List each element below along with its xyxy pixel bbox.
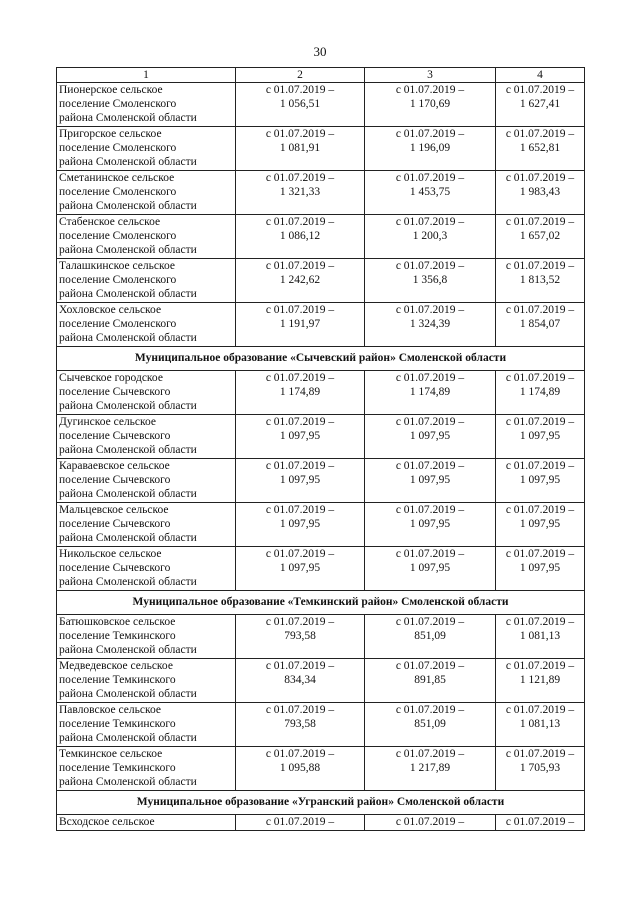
tariff-value: 1 217,89 (409, 762, 451, 774)
settlement-name-line: поселение Темкинского (59, 718, 176, 730)
column-number-4: 4 (496, 68, 585, 83)
settlement-name-line: Пионерское сельское (59, 84, 163, 96)
tariff-cell-col3 (365, 459, 496, 503)
tariff-cell-col4 (496, 127, 585, 171)
tariff-value: 1 081,91 (279, 142, 321, 154)
table-row (57, 747, 585, 791)
table-row (57, 615, 585, 659)
effective-date-text: с 01.07.2019 – (395, 548, 465, 560)
table-row (57, 815, 585, 831)
tariff-cell-col3 (365, 215, 496, 259)
tariff-cell-col2 (236, 127, 365, 171)
settlement-name-line: Сметанинское сельское (59, 172, 175, 184)
tariff-value: 1 056,51 (279, 98, 321, 110)
tariff-value: 1 121,89 (519, 674, 561, 686)
tariff-value: 1 081,13 (519, 718, 561, 730)
tariff-cell-col2 (236, 371, 365, 415)
column-number-3: 3 (365, 68, 496, 83)
tariff-value: 834,34 (284, 674, 316, 686)
settlement-name-cell (57, 215, 236, 259)
effective-date-text: с 01.07.2019 – (265, 304, 335, 316)
effective-date-text: с 01.07.2019 – (265, 748, 335, 760)
settlement-name-line: поселение Сычевского (59, 474, 171, 486)
tariff-value: 851,09 (414, 718, 446, 730)
tariff-value: 891,85 (414, 674, 446, 686)
settlement-name-line: района Смоленской области (59, 732, 197, 744)
effective-date-text: с 01.07.2019 – (395, 84, 465, 96)
settlement-name-cell (57, 259, 236, 303)
settlement-name-line: Стабенское сельское (59, 216, 161, 228)
tariff-cell-col4 (496, 171, 585, 215)
table-row (57, 703, 585, 747)
tariff-value: 1 095,88 (279, 762, 321, 774)
settlement-name-cell (57, 459, 236, 503)
tariff-cell-col2 (236, 215, 365, 259)
tariff-value: 1 652,81 (519, 142, 561, 154)
effective-date-text: с 01.07.2019 – (395, 704, 465, 716)
effective-date-text: с 01.07.2019 – (395, 504, 465, 516)
tariff-value: 1 242,62 (279, 274, 321, 286)
tariff-cell-col3 (365, 815, 496, 831)
tariff-value: 1 854,07 (519, 318, 561, 330)
tariff-cell-col4 (496, 83, 585, 127)
settlement-name-line: района Смоленской области (59, 200, 197, 212)
effective-date-text: с 01.07.2019 – (265, 416, 335, 428)
tariff-value: 1 097,95 (279, 474, 321, 486)
tariff-cell-col2 (236, 83, 365, 127)
effective-date-text: с 01.07.2019 – (395, 748, 465, 760)
section-title: Муниципальное образование «Темкинский район» Смоленской области (57, 591, 585, 615)
tariff-table (56, 67, 585, 831)
tariff-value: 1 081,13 (519, 630, 561, 642)
settlement-name-cell (57, 547, 236, 591)
table-row (57, 659, 585, 703)
settlement-name-line: поселение Смоленского (59, 318, 177, 330)
tariff-cell-col4 (496, 303, 585, 347)
settlement-name-cell (57, 615, 236, 659)
tariff-value: 851,09 (414, 630, 446, 642)
table-row (57, 215, 585, 259)
effective-date-text: с 01.07.2019 – (395, 372, 465, 384)
tariff-value: 1 097,95 (409, 562, 451, 574)
tariff-cell-col2 (236, 171, 365, 215)
tariff-value: 1 097,95 (409, 430, 451, 442)
tariff-value: 1 321,33 (279, 186, 321, 198)
settlement-name-line: района Смоленской области (59, 532, 197, 544)
effective-date-text: с 01.07.2019 – (265, 172, 335, 184)
settlement-name-line: района Смоленской области (59, 288, 197, 300)
tariff-cell-col4 (496, 415, 585, 459)
settlement-name-cell (57, 503, 236, 547)
effective-date-text: с 01.07.2019 – (265, 704, 335, 716)
effective-date-text: с 01.07.2019 – (505, 260, 575, 272)
tariff-cell-col3 (365, 127, 496, 171)
tariff-value: 1 097,95 (409, 518, 451, 530)
settlement-name-line: поселение Темкинского (59, 630, 176, 642)
tariff-cell-col3 (365, 615, 496, 659)
table-row (57, 371, 585, 415)
tariff-cell-col4 (496, 815, 585, 831)
table-row (57, 127, 585, 171)
settlement-name-line: района Смоленской области (59, 444, 197, 456)
settlement-name-line: Хохловское сельское (59, 304, 162, 316)
effective-date-text: с 01.07.2019 – (395, 816, 465, 828)
tariff-value: 1 097,95 (279, 518, 321, 530)
page-number: 30 (313, 44, 327, 59)
table-row (57, 547, 585, 591)
settlement-name-line: Медведевское сельское (59, 660, 173, 672)
settlement-name-line: поселение Темкинского (59, 762, 176, 774)
tariff-cell-col2 (236, 659, 365, 703)
table-row (57, 415, 585, 459)
settlement-name-line: Никольское сельское (59, 548, 162, 560)
settlement-name-line: района Смоленской области (59, 644, 197, 656)
settlement-name-line: поселение Темкинского (59, 674, 176, 686)
effective-date-text: с 01.07.2019 – (265, 372, 335, 384)
tariff-cell-col4 (496, 459, 585, 503)
effective-date-text: с 01.07.2019 – (395, 304, 465, 316)
tariff-value: 1 657,02 (519, 230, 561, 242)
effective-date-text: с 01.07.2019 – (505, 128, 575, 140)
settlement-name-cell (57, 371, 236, 415)
tariff-cell-col2 (236, 459, 365, 503)
tariff-value: 1 086,12 (279, 230, 321, 242)
tariff-value: 1 813,52 (519, 274, 561, 286)
effective-date-text: с 01.07.2019 – (265, 216, 335, 228)
tariff-cell-col4 (496, 215, 585, 259)
settlement-name-cell (57, 83, 236, 127)
tariff-table-body (57, 68, 585, 831)
effective-date-text: с 01.07.2019 – (395, 616, 465, 628)
effective-date-text: с 01.07.2019 – (505, 816, 575, 828)
settlement-name-line: Талашкинское сельское (59, 260, 175, 272)
settlement-name-cell (57, 127, 236, 171)
table-row (57, 259, 585, 303)
tariff-value: 1 174,89 (519, 386, 561, 398)
table-row (57, 303, 585, 347)
section-header-row (57, 791, 585, 815)
tariff-value: 793,58 (284, 630, 316, 642)
tariff-value: 1 983,43 (519, 186, 561, 198)
tariff-cell-col3 (365, 259, 496, 303)
tariff-value: 1 097,95 (279, 562, 321, 574)
effective-date-text: с 01.07.2019 – (395, 660, 465, 672)
effective-date-text: с 01.07.2019 – (505, 372, 575, 384)
tariff-cell-col2 (236, 747, 365, 791)
settlement-name-line: поселение Смоленского (59, 274, 177, 286)
tariff-cell-col3 (365, 659, 496, 703)
settlement-name-cell (57, 659, 236, 703)
effective-date-text: с 01.07.2019 – (505, 748, 575, 760)
tariff-cell-col2 (236, 503, 365, 547)
tariff-value: 1 356,8 (412, 274, 448, 286)
effective-date-text: с 01.07.2019 – (505, 216, 575, 228)
settlement-name-cell (57, 703, 236, 747)
settlement-name-line: поселение Сычевского (59, 562, 171, 574)
tariff-value: 793,58 (284, 718, 316, 730)
settlement-name-cell (57, 747, 236, 791)
settlement-name-line: района Смоленской области (59, 688, 197, 700)
tariff-cell-col3 (365, 171, 496, 215)
tariff-value: 1 200,3 (412, 230, 448, 242)
settlement-name-line: Мальцевское сельское (59, 504, 169, 516)
settlement-name-line: Павловское сельское (59, 704, 161, 716)
tariff-cell-col4 (496, 503, 585, 547)
tariff-cell-col2 (236, 547, 365, 591)
settlement-name-line: Пригорское сельское (59, 128, 162, 140)
effective-date-text: с 01.07.2019 – (505, 704, 575, 716)
tariff-cell-col3 (365, 371, 496, 415)
tariff-cell-col3 (365, 503, 496, 547)
tariff-value: 1 097,95 (519, 430, 561, 442)
effective-date-text: с 01.07.2019 – (395, 172, 465, 184)
column-number-row (57, 68, 585, 83)
tariff-cell-col3 (365, 703, 496, 747)
tariff-cell-col2 (236, 259, 365, 303)
settlement-name-line: Батюшковское сельское (59, 616, 176, 628)
tariff-value: 1 097,95 (519, 562, 561, 574)
effective-date-text: с 01.07.2019 – (265, 816, 335, 828)
settlement-name-line: района Смоленской области (59, 156, 197, 168)
tariff-value: 1 097,95 (519, 518, 561, 530)
settlement-name-line: поселение Смоленского (59, 230, 177, 242)
tariff-cell-col2 (236, 303, 365, 347)
tariff-cell-col3 (365, 547, 496, 591)
effective-date-text: с 01.07.2019 – (265, 84, 335, 96)
effective-date-text: с 01.07.2019 – (505, 504, 575, 516)
tariff-cell-col4 (496, 659, 585, 703)
tariff-cell-col4 (496, 259, 585, 303)
tariff-value: 1 174,89 (409, 386, 451, 398)
tariff-cell-col4 (496, 615, 585, 659)
tariff-cell-col4 (496, 547, 585, 591)
tariff-value: 1 097,95 (409, 474, 451, 486)
effective-date-text: с 01.07.2019 – (395, 128, 465, 140)
tariff-value: 1 097,95 (519, 474, 561, 486)
settlement-name-line: района Смоленской области (59, 400, 197, 412)
effective-date-text: с 01.07.2019 – (265, 616, 335, 628)
section-header-row (57, 591, 585, 615)
table-row (57, 171, 585, 215)
section-title: Муниципальное образование «Сычевский район» Смоленской области (57, 347, 585, 371)
tariff-cell-col3 (365, 747, 496, 791)
settlement-name-line: поселение Смоленского (59, 98, 177, 110)
settlement-name-cell (57, 815, 236, 831)
settlement-name-line: района Смоленской области (59, 576, 197, 588)
tariff-value: 1 453,75 (409, 186, 451, 198)
settlement-name-cell (57, 171, 236, 215)
effective-date-text: с 01.07.2019 – (265, 660, 335, 672)
tariff-cell-col2 (236, 703, 365, 747)
tariff-value: 1 097,95 (279, 430, 321, 442)
tariff-value: 1 627,41 (519, 98, 561, 110)
section-title: Муниципальное образование «Угранский район» Смоленской области (57, 791, 585, 815)
settlement-name-line: района Смоленской области (59, 776, 197, 788)
tariff-value: 1 170,69 (409, 98, 451, 110)
effective-date-text: с 01.07.2019 – (265, 260, 335, 272)
effective-date-text: с 01.07.2019 – (505, 660, 575, 672)
effective-date-text: с 01.07.2019 – (505, 416, 575, 428)
settlement-name-line: Темкинское сельское (59, 748, 163, 760)
effective-date-text: с 01.07.2019 – (505, 460, 575, 472)
effective-date-text: с 01.07.2019 – (265, 128, 335, 140)
tariff-cell-col4 (496, 371, 585, 415)
settlement-name-line: района Смоленской области (59, 332, 197, 344)
tariff-cell-col4 (496, 703, 585, 747)
settlement-name-line: Караваевское сельское (59, 460, 170, 472)
tariff-cell-col4 (496, 747, 585, 791)
settlement-name-cell (57, 415, 236, 459)
effective-date-text: с 01.07.2019 – (395, 216, 465, 228)
settlement-name-line: поселение Сычевского (59, 430, 171, 442)
settlement-name-line: района Смоленской области (59, 112, 197, 124)
settlement-name-line: района Смоленской области (59, 244, 197, 256)
settlement-name-line: поселение Сычевского (59, 518, 171, 530)
table-row (57, 83, 585, 127)
tariff-cell-col2 (236, 615, 365, 659)
effective-date-text: с 01.07.2019 – (265, 460, 335, 472)
effective-date-text: с 01.07.2019 – (395, 416, 465, 428)
tariff-cell-col3 (365, 303, 496, 347)
effective-date-text: с 01.07.2019 – (265, 504, 335, 516)
settlement-name-line: поселение Сычевского (59, 386, 171, 398)
settlement-name-line: поселение Смоленского (59, 142, 177, 154)
effective-date-text: с 01.07.2019 – (505, 548, 575, 560)
settlement-name-cell (57, 303, 236, 347)
effective-date-text: с 01.07.2019 – (505, 304, 575, 316)
tariff-cell-col2 (236, 815, 365, 831)
tariff-value: 1 705,93 (519, 762, 561, 774)
effective-date-text: с 01.07.2019 – (505, 172, 575, 184)
effective-date-text: с 01.07.2019 – (265, 548, 335, 560)
tariff-cell-col2 (236, 415, 365, 459)
column-number-1: 1 (57, 68, 236, 83)
tariff-value: 1 324,39 (409, 318, 451, 330)
effective-date-text: с 01.07.2019 – (505, 84, 575, 96)
effective-date-text: с 01.07.2019 – (395, 460, 465, 472)
effective-date-text: с 01.07.2019 – (395, 260, 465, 272)
tariff-value: 1 196,09 (409, 142, 451, 154)
tariff-value: 1 174,89 (279, 386, 321, 398)
section-header-row (57, 347, 585, 371)
settlement-name-line: поселение Смоленского (59, 186, 177, 198)
settlement-name-line: Всходское сельское (59, 816, 155, 828)
table-row (57, 459, 585, 503)
tariff-value: 1 191,97 (279, 318, 321, 330)
settlement-name-line: Дугинское сельское (59, 416, 157, 428)
tariff-cell-col3 (365, 415, 496, 459)
table-row (57, 503, 585, 547)
effective-date-text: с 01.07.2019 – (505, 616, 575, 628)
settlement-name-line: Сычевское городское (59, 372, 163, 384)
column-number-2: 2 (236, 68, 365, 83)
tariff-cell-col3 (365, 83, 496, 127)
settlement-name-line: района Смоленской области (59, 488, 197, 500)
